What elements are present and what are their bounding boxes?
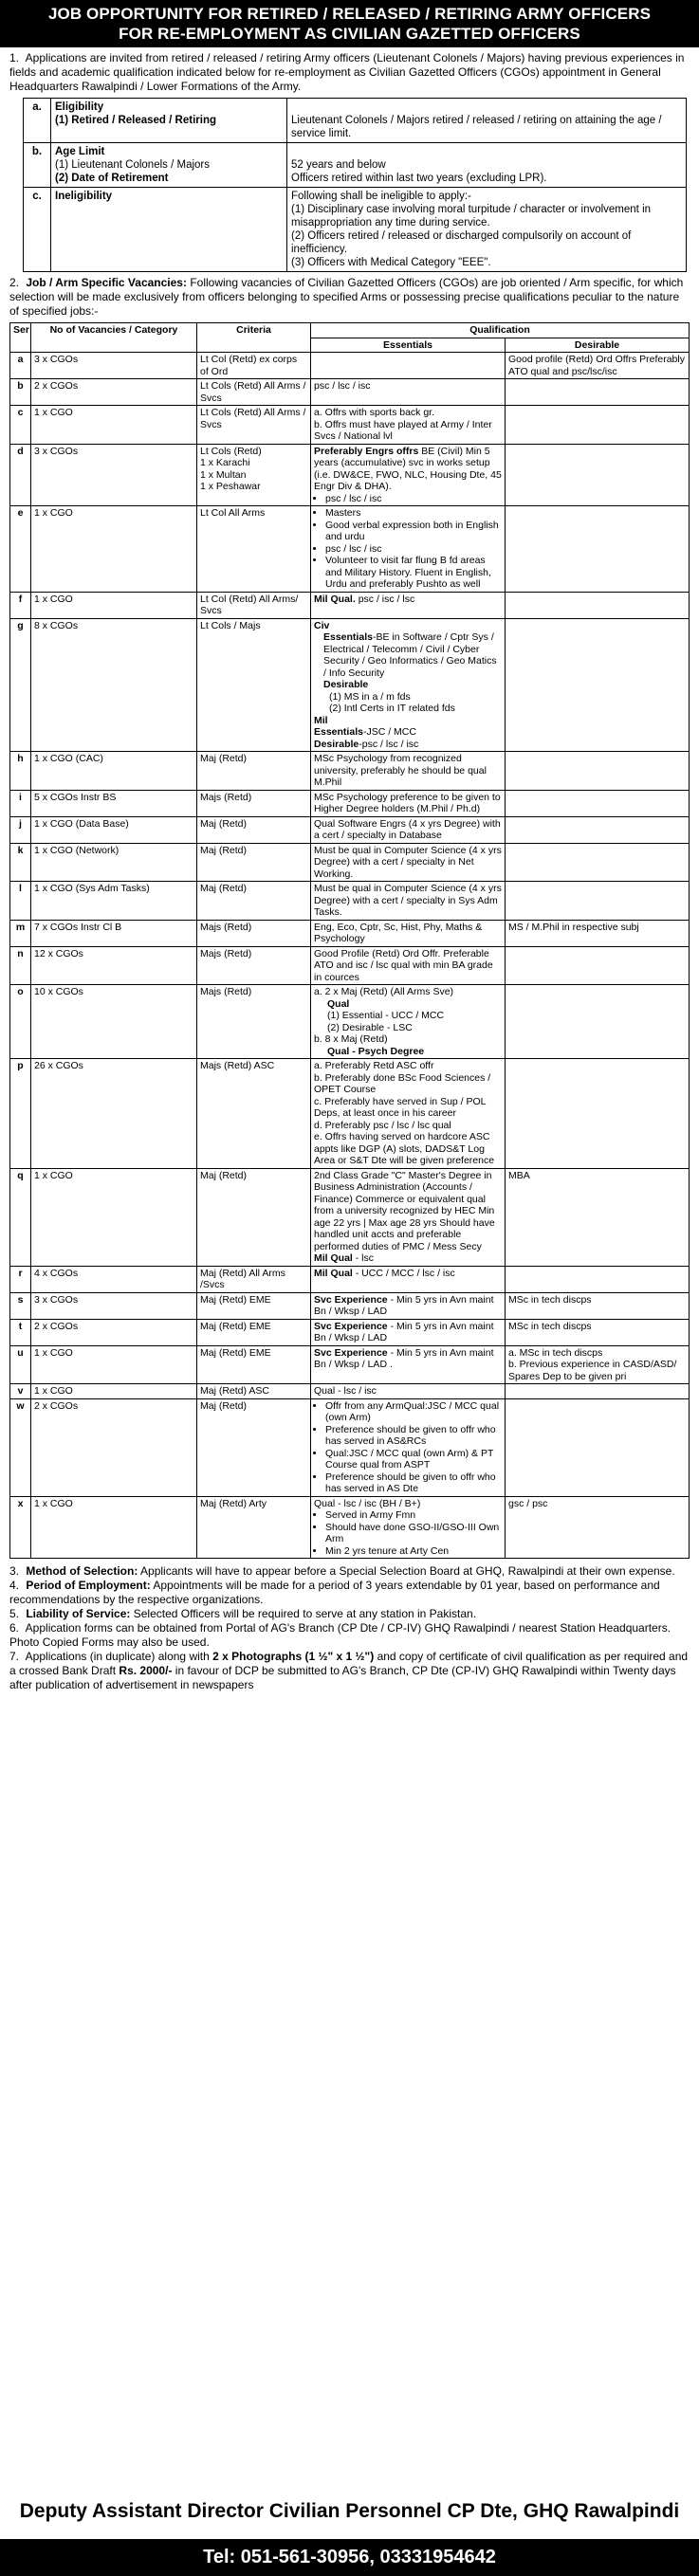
row-vacancies: 1 x CGO	[31, 1496, 197, 1559]
essentials-item: • Offr from any ArmQual:JSC / MCC qual (own Arm)	[325, 1400, 502, 1424]
para-number: 1.	[9, 51, 20, 64]
essentials-text: Qual - lsc / isc	[314, 1385, 377, 1397]
row-desirable: MS / M.Phil in respective subj	[506, 920, 690, 946]
row-ser: o	[10, 985, 31, 1059]
row-ser: j	[10, 816, 31, 843]
essentials-qual-text: psc / isc / lsc	[358, 593, 415, 605]
row-letter: a.	[24, 99, 51, 143]
mil-essentials	[314, 726, 502, 739]
table-row	[10, 985, 690, 1059]
qual-label: Qual	[327, 997, 350, 1010]
essentials-item: e. Offrs having served on hardcore ASC appts like DGP (A) slots, DADS&T Log Area or S&T Dte will be given preference	[314, 1131, 495, 1166]
essentials-qual-label: Svc Experience	[314, 1293, 388, 1306]
row-vacancies: 1 x CGO (CAC)	[31, 752, 197, 791]
table-row	[10, 790, 690, 816]
table-row	[10, 618, 690, 752]
row-criteria: Maj (Retd)	[197, 882, 311, 921]
essentials-item: • psc / lsc / isc	[325, 543, 502, 556]
header-ser: Ser	[10, 323, 31, 353]
row-desirable: MSc in tech discps	[506, 1319, 690, 1345]
vacancies-table	[9, 322, 690, 1559]
header-desirable: Desirable	[506, 338, 690, 353]
row-criteria: Maj (Retd)	[197, 752, 311, 791]
essentials-text: Must be qual in Computer Science (4 x yrs Degree) with a cert / specialty in Net Working.	[314, 844, 502, 880]
essentials-qual	[314, 1347, 502, 1371]
row-vacancies: 2 x CGOs	[31, 1319, 197, 1345]
table-row	[10, 1168, 690, 1266]
table-row	[10, 1319, 690, 1345]
row-ser: t	[10, 1319, 31, 1345]
essentials-text: Must be qual in Computer Science (4 x yrs Degree) with a cert / specialty in Sys Adm Tasks.	[314, 883, 502, 918]
row-ser: a	[10, 353, 31, 379]
row-criteria: Majs (Retd)	[197, 985, 311, 1059]
table-row	[10, 1398, 690, 1496]
essentials-text: Eng, Eco, Cptr, Sc, Hist, Phy, Maths & Psychology	[314, 921, 483, 944]
qual-essential: (1) Essential - UCC / MCC	[327, 1010, 445, 1021]
para-number: 7.	[9, 1650, 20, 1663]
row-vacancies: 10 x CGOs	[31, 985, 197, 1059]
paragraph-3	[0, 1564, 699, 1579]
row-vacancies: 12 x CGOs	[31, 946, 197, 985]
essentials-item: • Qual:JSC / MCC qual (own Arm) & PT Course qual from ASPT	[325, 1448, 502, 1471]
header-line-2: FOR RE-EMPLOYMENT AS CIVILIAN GAZETTED OFFICERS	[119, 25, 580, 43]
essentials-qual-label: Preferably Engrs offrs	[314, 445, 419, 457]
row-essentials	[311, 946, 506, 985]
header-qualification: Qualification	[311, 323, 690, 338]
row-ser: b	[10, 379, 31, 406]
row-ser: u	[10, 1345, 31, 1384]
table-row	[10, 882, 690, 921]
para-text: in favour of DCP be submitted to AG's Branch, CP Dte (CP-IV) GHQ Rawalpindi within Twenty days after publication of advertisement in newspapers	[9, 1664, 676, 1691]
table-row	[10, 843, 690, 882]
option-b: b. 8 x Maj (Retd)	[314, 1033, 388, 1045]
table-row	[10, 1059, 690, 1169]
essentials-item: d. Preferably psc / lsc / lsc qual	[314, 1119, 451, 1131]
essentials-text: MSc Psychology from recognized university, preferably he should be qual M.Phil	[314, 753, 487, 788]
row-desirable	[506, 1384, 690, 1399]
row-essentials	[311, 920, 506, 946]
table-row	[10, 592, 690, 618]
row-essentials	[311, 882, 506, 921]
row-vacancies: 26 x CGOs	[31, 1059, 197, 1169]
essentials-qual-label: Svc Experience	[314, 1346, 388, 1359]
row-desirable	[506, 444, 690, 506]
civ-essentials-label: Essentials	[323, 631, 373, 643]
row-criteria: Majs (Retd)	[197, 946, 311, 985]
row-essentials	[311, 1168, 506, 1266]
essentials-qual	[314, 1252, 502, 1265]
age-limit-value-1: 52 years and below	[291, 159, 386, 171]
header-line-1: JOB OPPORTUNITY FOR RETIRED / RELEASED / RETIRING ARMY OFFICERS	[47, 5, 652, 23]
para-title: Period of Employment:	[26, 1579, 151, 1592]
row-vacancies: 1 x CGO	[31, 406, 197, 445]
row-criteria: Maj (Retd)	[197, 843, 311, 882]
essentials-qual-tail: - UCC / MCC / lsc / isc	[355, 1267, 455, 1279]
civ-label: Civ	[314, 619, 330, 631]
eligibility-value: Lieutenant Colonels / Majors retired / released / retiring on attaining the age / service limit.	[291, 115, 662, 139]
row-essentials	[311, 790, 506, 816]
essentials-text: Qual Software Engrs (4 x yrs Degree) with a cert / specialty in Database	[314, 817, 501, 841]
para-title: Method of Selection:	[26, 1564, 138, 1578]
row-essentials	[311, 1292, 506, 1319]
row-criteria: Maj (Retd) EME	[197, 1319, 311, 1345]
civ-desirable-2: (2) Intl Certs in IT related fds	[329, 703, 455, 714]
row-ser: i	[10, 790, 31, 816]
row-ser: f	[10, 592, 31, 618]
row-desirable	[506, 946, 690, 985]
row-ser: w	[10, 1398, 31, 1496]
row-criteria: Majs (Retd)	[197, 790, 311, 816]
table-row	[10, 1292, 690, 1319]
essentials-qual-tail: - Min 5 yrs in Avn maint Bn / Wksp / LAD .	[314, 1346, 494, 1370]
ineligibility-item-2: (2) Officers retired / released or discharged compulsorily on account of inefficiency.	[291, 230, 632, 255]
essentials-list	[314, 1060, 502, 1167]
row-criteria: Maj (Retd) Arty	[197, 1496, 311, 1559]
row-essentials	[311, 1384, 506, 1399]
row-essentials	[311, 353, 506, 379]
row-criteria: Lt Cols (Retd) All Arms / Svcs	[197, 406, 311, 445]
row-desirable: MBA	[506, 1168, 690, 1266]
row-criteria: Majs (Retd)	[197, 920, 311, 946]
essentials-item: • Good verbal expression both in English and urdu	[325, 520, 502, 543]
row-essentials	[311, 1319, 506, 1345]
row-vacancies: 2 x CGOs	[31, 379, 197, 406]
row-essentials	[311, 506, 506, 593]
civ-essentials	[314, 631, 502, 679]
essentials-item: a. Preferably Retd ASC offr	[314, 1060, 434, 1071]
para-number: 6.	[9, 1621, 20, 1635]
row-criteria: Lt Cols / Majs	[197, 618, 311, 752]
vacancies-paragraph	[0, 276, 699, 320]
row-ser: g	[10, 618, 31, 752]
row-criteria: Maj (Retd)	[197, 1168, 311, 1266]
row-desirable: gsc / psc	[506, 1496, 690, 1559]
civ-desirable-1: (1) MS in a / m fds	[329, 690, 411, 703]
row-vacancies: 2 x CGOs	[31, 1398, 197, 1496]
para-text: Applications (in duplicate) along with	[25, 1650, 210, 1663]
row-criteria: Lt Col (Retd) ex corps of Ord	[197, 353, 311, 379]
row-ser: c	[10, 406, 31, 445]
header-criteria: Criteria	[197, 323, 311, 353]
row-vacancies: 1 x CGO	[31, 1345, 197, 1384]
row-essentials	[311, 1266, 506, 1292]
essentials-item: • psc / lsc / isc	[325, 493, 502, 505]
civ-essentials-text: -BE in Software / Cptr Sys / Electrical / Telecomm / Civil / Cyber Security / Geo Informatics / Geo Matics / Info Security	[323, 631, 497, 679]
row-ser: v	[10, 1384, 31, 1399]
para-text: Applicants will have to appear before a Special Selection Board at GHQ, Rawalpindi at their own expense.	[140, 1564, 675, 1578]
row-essentials	[311, 1398, 506, 1496]
row-essentials	[311, 1059, 506, 1169]
essentials-qual	[314, 594, 502, 606]
table-body	[10, 353, 690, 1559]
row-vacancies: 1 x CGO	[31, 592, 197, 618]
ineligibility-lead: Following shall be ineligible to apply:-	[291, 191, 471, 202]
mil-essentials-text: -JSC / MCC	[362, 726, 416, 738]
ineligibility-item-3: (3) Officers with Medical Category "EEE".	[291, 257, 491, 268]
row-vacancies: 1 x CGO (Network)	[31, 843, 197, 882]
row-essentials	[311, 752, 506, 791]
essentials-text: Qual - lsc / isc (BH / B+)	[314, 1497, 421, 1509]
row-essentials	[311, 379, 506, 406]
eligibility-row	[24, 99, 687, 143]
row-criteria: Maj (Retd)	[197, 816, 311, 843]
essentials-qual-label: Mil Qual.	[314, 593, 356, 605]
essentials-item: a. Offrs with sports back gr.	[314, 407, 435, 418]
essentials-qual	[314, 1321, 502, 1344]
qual-psych: Qual - Psych Degree	[327, 1045, 425, 1057]
essentials-qual-tail: - lsc	[355, 1252, 375, 1264]
row-desirable	[506, 1398, 690, 1496]
civ-desirable	[314, 679, 502, 691]
row-ser: x	[10, 1496, 31, 1559]
row-desirable: a. MSc in tech discps b. Previous experience in CASD/ASD/ Spares Dep to be given pri	[506, 1345, 690, 1384]
essentials-qual	[314, 1294, 502, 1318]
essentials-item: b. Offrs must have played at Army / Inter Svcs / National lvl	[314, 418, 492, 442]
row-desirable	[506, 752, 690, 791]
essentials-qual-label: Mil Qual	[314, 1267, 353, 1279]
ineligibility-title: Ineligibility	[55, 191, 113, 202]
row-ser: n	[10, 946, 31, 985]
row-criteria: Lt Col All Arms	[197, 506, 311, 593]
essentials-qual-label: Svc Experience	[314, 1320, 388, 1332]
table-header-row	[10, 323, 690, 338]
para-number: 3.	[9, 1564, 20, 1578]
row-ser: e	[10, 506, 31, 593]
row-desirable	[506, 816, 690, 843]
table-row	[10, 353, 690, 379]
row-vacancies: 4 x CGOs	[31, 1266, 197, 1292]
age-limit-value-2: Officers retired within last two years (excluding LPR).	[291, 173, 547, 184]
row-desirable	[506, 882, 690, 921]
row-ser: r	[10, 1266, 31, 1292]
paragraph-6	[0, 1621, 699, 1650]
age-limit-title: Age Limit	[55, 146, 105, 157]
row-desirable	[506, 1266, 690, 1292]
row-criteria: Lt Cols (Retd) 1 x Karachi 1 x Multan 1 x Peshawar	[197, 444, 311, 506]
header-vacancies: No of Vacancies / Category	[31, 323, 197, 353]
row-essentials	[311, 816, 506, 843]
table-row	[10, 920, 690, 946]
ineligibility-item-1: (1) Disciplinary case involving moral turpitude / character or involvement in misappropriation any time during service.	[291, 204, 652, 228]
row-criteria: Maj (Retd) EME	[197, 1292, 311, 1319]
essentials-qual-tail: - Min 5 yrs in Avn maint Bn / Wksp / LAD	[314, 1320, 494, 1343]
mil-desirable	[314, 739, 502, 751]
footer-telephone: Tel: 051-561-30956, 03331954642	[0, 2539, 699, 2576]
row-essentials	[311, 618, 506, 752]
table-row	[10, 444, 690, 506]
row-desirable	[506, 406, 690, 445]
essentials-qual-text: BE (Civil) Min 5 years (accumulative) svc in works setup (i.e. DW&CE, FWO, NLC, Housing Dte, 45 Engr Div & DHA).	[314, 445, 502, 492]
para-bold: 2 x Photographs (1 ½" x 1 ½")	[212, 1650, 375, 1663]
ineligibility-row	[24, 188, 687, 272]
paragraph-5	[0, 1607, 699, 1621]
row-ser: p	[10, 1059, 31, 1169]
essentials-text: MSc Psychology preference to be given to Higher Degree holders (M.Phil / Ph.d)	[314, 791, 501, 814]
eligibility-title: Eligibility	[55, 101, 104, 113]
row-desirable	[506, 790, 690, 816]
row-criteria: Lt Cols (Retd) All Arms / Svcs	[197, 379, 311, 406]
table-row	[10, 1496, 690, 1559]
row-vacancies: 7 x CGOs Instr Cl B	[31, 920, 197, 946]
row-desirable	[506, 379, 690, 406]
mil-label: Mil	[314, 714, 328, 726]
qual-desirable: (2) Desirable - LSC	[327, 1021, 413, 1033]
mil-desirable-text: -psc / lsc / isc	[359, 738, 419, 750]
row-criteria: Maj (Retd) EME	[197, 1345, 311, 1384]
row-essentials	[311, 843, 506, 882]
table-row	[10, 1345, 690, 1384]
para-text: Appointments will be made for a period of 3 years extendable by 01 year, based on performance and recommendations by the respective organizations.	[9, 1579, 660, 1606]
table-row	[10, 946, 690, 985]
row-ser: l	[10, 882, 31, 921]
paragraph-7	[0, 1650, 699, 1692]
essentials-qual	[314, 446, 502, 493]
row-vacancies: 1 x CGO	[31, 1384, 197, 1399]
closing-paragraphs	[0, 1564, 699, 1692]
essentials-text: 2nd Class Grade "C" Master's Degree in Business Administration (Accounts / Finance) Commerce or equivalent qual from a university recognized by HEC Min age 22 yrs | Max age 28 yrs Should have handled unit accts and preferable performed duties of PMC / Mess Secy	[314, 1169, 495, 1252]
essentials-list	[314, 493, 502, 505]
row-vacancies: 3 x CGOs	[31, 1292, 197, 1319]
row-essentials	[311, 1496, 506, 1559]
para-text: Selected Officers will be required to serve at any station in Pakistan.	[133, 1607, 477, 1620]
intro-text: Applications are invited from retired / released / retiring Army officers (Lieutenant Colonels / Majors) having previous experiences in fields and academic qualification indicated below for re-employment as Civilian Gazetted Officers (CGOs) appointment in General Headquarters Rawalpindi / Lower Formations of the Army.	[9, 51, 685, 93]
essentials-list	[314, 1400, 502, 1495]
essentials-item: • Min 2 yrs tenure at Arty Cen	[325, 1545, 502, 1558]
row-ser: m	[10, 920, 31, 946]
essentials-qual	[314, 1268, 502, 1280]
mil-desirable-label: Desirable	[314, 738, 359, 750]
row-desirable	[506, 592, 690, 618]
essentials-item: • Preference should be given to offr who has served in AS Dte	[325, 1471, 502, 1495]
row-ser: h	[10, 752, 31, 791]
row-desirable	[506, 843, 690, 882]
option-a: a. 2 x Maj (Retd) (All Arms Sve)	[314, 986, 454, 997]
row-vacancies: 3 x CGOs	[31, 353, 197, 379]
para-number: 5.	[9, 1607, 20, 1620]
age-limit-sub-2: (2) Date of Retirement	[55, 173, 169, 184]
age-limit-sub-1: (1) Lieutenant Colonels / Majors	[55, 159, 210, 171]
para-title: Liability of Service:	[26, 1607, 131, 1620]
eligibility-sub: (1) Retired / Released / Retiring	[55, 115, 216, 126]
row-letter: c.	[24, 188, 51, 272]
essentials-text: Good Profile (Retd) Ord Offr. Preferable ATO and isc / lsc qual with min BA grade in cources	[314, 947, 493, 983]
age-limit-row	[24, 143, 687, 188]
row-criteria: Lt Col (Retd) All Arms/ Svcs	[197, 592, 311, 618]
essentials-item: c. Preferably have served in Sup / POL Deps, at least once in his career	[314, 1095, 487, 1119]
row-desirable	[506, 506, 690, 593]
para-text: and copy of certificate of civil qualification as per required and a crossed Bank Draft	[9, 1650, 689, 1677]
row-desirable: MSc in tech discps	[506, 1292, 690, 1319]
table-row	[10, 816, 690, 843]
row-vacancies: 1 x CGO (Sys Adm Tasks)	[31, 882, 197, 921]
row-essentials	[311, 1345, 506, 1384]
row-ser: k	[10, 843, 31, 882]
row-vacancies: 1 x CGO	[31, 506, 197, 593]
paragraph-4	[0, 1579, 699, 1607]
row-criteria: Maj (Retd)	[197, 1398, 311, 1496]
table-row	[10, 1266, 690, 1292]
ad-header	[0, 0, 699, 47]
row-ser: q	[10, 1168, 31, 1266]
table-row	[10, 752, 690, 791]
essentials-list	[314, 507, 502, 591]
essentials-item: • Preference should be given to offr who has served in AS&RCs	[325, 1424, 502, 1448]
row-essentials	[311, 444, 506, 506]
row-vacancies: 5 x CGOs Instr BS	[31, 790, 197, 816]
essentials-list	[314, 1509, 502, 1557]
eligibility-table	[23, 98, 687, 272]
header-essentials: Essentials	[311, 338, 506, 353]
row-criteria: Maj (Retd) ASC	[197, 1384, 311, 1399]
row-vacancies: 8 x CGOs	[31, 618, 197, 752]
table-row	[10, 506, 690, 593]
essentials-qual-label: Mil Qual	[314, 1252, 353, 1264]
row-criteria: Majs (Retd) ASC	[197, 1059, 311, 1169]
table-row	[10, 1384, 690, 1399]
vacancies-title: Job / Arm Specific Vacancies:	[26, 276, 187, 289]
para-number: 4.	[9, 1579, 20, 1592]
essentials-text: psc / lsc / isc	[314, 380, 371, 392]
row-desirable	[506, 985, 690, 1059]
intro-paragraph	[0, 47, 699, 96]
para-amount: Rs. 2000/-	[119, 1664, 173, 1677]
row-vacancies: 3 x CGOs	[31, 444, 197, 506]
row-essentials	[311, 406, 506, 445]
essentials-item: • Masters	[325, 507, 502, 520]
row-essentials	[311, 985, 506, 1059]
row-essentials	[311, 592, 506, 618]
table-row	[10, 406, 690, 445]
essentials-list	[314, 407, 502, 443]
essentials-item: • Should have done GSO-II/GSO-III Own Arm	[325, 1522, 502, 1545]
para-text: Application forms can be obtained from Portal of AG's Branch (CP Dte / CP-IV) GHQ Rawalpindi / nearest Station Headquarters. Photo Copied Forms may also be used.	[9, 1621, 671, 1649]
vacancies-text: Following vacancies of Civilian Gazetted Officers (CGOs) are job oriented / Arm specific, for which selection will be made exclusively from officers belonging to specified Arms or possessing precise qualifications peculiar to the nature of specified jobs:-	[9, 276, 684, 318]
essentials-qual-tail: - Min 5 yrs in Avn maint Bn / Wksp / LAD	[314, 1293, 494, 1317]
row-desirable: Good profile (Retd) Ord Offrs Preferably ATO qual and psc/lsc/isc	[506, 353, 690, 379]
essentials-item: b. Preferably done BSc Food Sciences / OPET Course	[314, 1071, 491, 1095]
civ-desirable-label: Desirable	[323, 679, 369, 690]
table-row	[10, 379, 690, 406]
para-number: 2.	[9, 276, 20, 289]
row-criteria: Maj (Retd) All Arms /Svcs	[197, 1266, 311, 1292]
row-desirable	[506, 618, 690, 752]
mil-essentials-label: Essentials	[314, 726, 363, 738]
row-vacancies: 1 x CGO	[31, 1168, 197, 1266]
row-ser: s	[10, 1292, 31, 1319]
row-desirable	[506, 1059, 690, 1169]
footer-title: Deputy Assistant Director Civilian Personnel CP Dte, GHQ Rawalpindi	[19, 2500, 680, 2522]
row-vacancies: 1 x CGO (Data Base)	[31, 816, 197, 843]
row-ser: d	[10, 444, 31, 506]
essentials-item: • Served in Army Fmn	[325, 1509, 502, 1522]
row-letter: b.	[24, 143, 51, 188]
essentials-item: • Volunteer to visit far flung B fd areas and Military History. Fluent in English, Urdu and preferably Pushto as well	[325, 555, 502, 591]
